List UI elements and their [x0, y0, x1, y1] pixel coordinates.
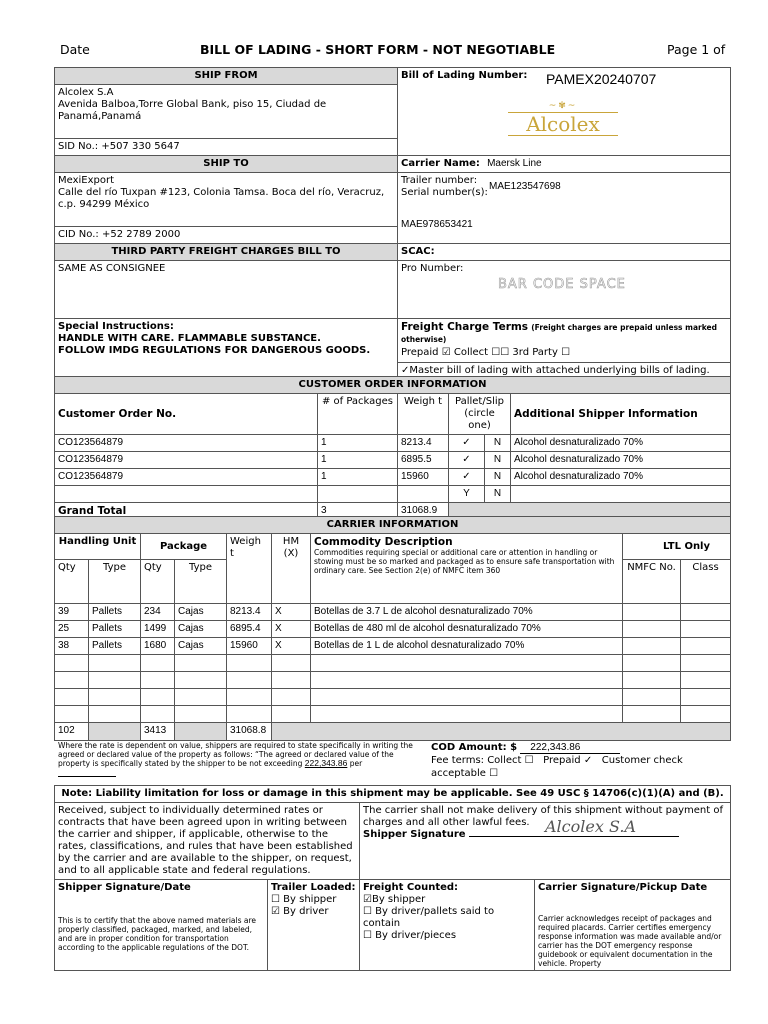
ci-hu-type-cell: Pallets: [89, 638, 141, 655]
table-row: [55, 638, 731, 655]
customer-order-table: [54, 376, 731, 521]
table-row: [55, 604, 731, 621]
ci-pkg-type-cell: Cajas: [175, 638, 227, 655]
ci-hu-qty-cell: 25: [55, 621, 89, 638]
grand-total-packages: 3: [318, 503, 398, 521]
col-hu-qty: Qty: [55, 560, 89, 604]
carrier-info-heading: CARRIER INFORMATION: [55, 517, 731, 534]
col-handling-unit: Handling Unit: [55, 534, 141, 560]
ship-from-heading: SHIP FROM: [55, 68, 398, 85]
col-commodity: Commodity Description Commodities requiring special or additional care or attention in handling or stowing must be so marked and packaged as to ensure safe transportation with ordinary care. See Section 2(e) of NMFC item 360: [311, 534, 623, 604]
table-row: [55, 469, 731, 486]
freight-terms-cell: Freight Charge Terms (Freight charges are prepaid unless marked otherwise) Prepaid ☑ Collect ☐☐ 3rd Party ☐: [398, 319, 731, 363]
ship-from-address: Alcolex S.A Avenida Balboa,Torre Global Bank, piso 15, Ciudad de Panamá,Panamá: [55, 85, 398, 139]
ci-pkg-type-cell: [175, 672, 227, 689]
co-weight-cell: [398, 486, 449, 503]
co-packages-cell: [318, 486, 398, 503]
co-order-cell: CO123564879: [55, 469, 318, 486]
co-pallet-n-cell: N: [485, 486, 511, 503]
ci-weight-cell: [227, 672, 272, 689]
co-order-cell: [55, 486, 318, 503]
ci-class-cell: [681, 689, 731, 706]
ship-from-sid: SID No.: +507 330 5647: [55, 139, 398, 156]
ci-pkg-type-cell: [175, 706, 227, 723]
ci-hm-cell: X: [272, 638, 311, 655]
ci-weight-cell: 8213.4: [227, 604, 272, 621]
ci-pkg-type-cell: Cajas: [175, 621, 227, 638]
master-bol-checkmark[interactable]: ✓: [401, 365, 410, 376]
ci-hu-qty-cell: 39: [55, 604, 89, 621]
ci-hu-qty-cell: [55, 655, 89, 672]
ci-class-cell: [681, 706, 731, 723]
ci-hu-type-cell: [89, 655, 141, 672]
serial-number: MAE978653421: [401, 219, 473, 230]
co-info-cell: Alcohol desnaturalizado 70%: [511, 435, 731, 452]
col-hm: HM (X): [272, 534, 311, 604]
shipper-sig-date-cell: Shipper Signature/Date This is to certify that the above named materials are properly classified, packaged, marked, and labeled, and are in proper condition for transportation according to the applicable regulations of the DOT.: [55, 880, 268, 971]
date-label: Date: [60, 42, 90, 57]
ci-pkg-qty-cell: 1499: [141, 621, 175, 638]
trailer-loaded-cell: Trailer Loaded: ☐ By shipper ☑ By driver: [268, 880, 360, 971]
ci-class-cell: [681, 672, 731, 689]
grand-total-weight: 31068.9: [398, 503, 449, 521]
col-ci-weight: Weigh t: [227, 534, 272, 604]
ci-pkg-type-cell: [175, 655, 227, 672]
master-bol-cell: ✓Master bill of lading with attached underlying bills of lading.: [398, 363, 731, 380]
col-packages: # of Packages: [318, 394, 398, 435]
table-row: [55, 706, 731, 723]
page-number: Page 1 of: [667, 42, 726, 57]
ci-desc-cell: [311, 655, 623, 672]
co-weight-cell: 6895.5: [398, 452, 449, 469]
ci-hm-cell: X: [272, 604, 311, 621]
co-info-cell: Alcohol desnaturalizado 70%: [511, 469, 731, 486]
ci-total-filler: [272, 723, 731, 741]
liability-note: Note: Liability limitation for loss or damage in this shipment may be applicable. See 49 USC § 14706(c)(1)(A) and (B).: [55, 786, 731, 803]
ship-to-cid: CID No.: +52 2789 2000: [55, 227, 398, 244]
prepaid-fee-checkbox[interactable]: ✓: [583, 755, 593, 766]
ci-desc-cell: Botellas de 480 ml de alcohol desnaturalizado 70%: [311, 621, 623, 638]
special-instructions: Special Instructions: HANDLE WITH CARE. FLAMMABLE SUBSTANCE. FOLLOW IMDG REGULATIONS FOR DANGEROUS GOODS.: [55, 319, 398, 380]
co-info-cell: Alcohol desnaturalizado 70%: [511, 452, 731, 469]
ci-desc-cell: Botellas de 1 L de alcohol desnaturalizado 70%: [311, 638, 623, 655]
carrier-name-value: Maersk Line: [487, 158, 542, 169]
co-pallet-n-cell: N: [485, 469, 511, 486]
ci-nmfc-cell: [623, 655, 681, 672]
ci-hm-cell: [272, 655, 311, 672]
freight-counted-cell: Freight Counted: ☑By shipper ☐ By driver/pallets said to contain ☐ By driver/pieces: [360, 880, 535, 971]
col-ltl-only: LTL Only: [623, 534, 731, 560]
prepaid-checkbox[interactable]: ☑: [441, 347, 451, 358]
table-row: [55, 655, 731, 672]
table-row: [55, 689, 731, 706]
ci-hu-qty-cell: [55, 689, 89, 706]
co-pallet-y-cell: ✓: [449, 469, 485, 486]
col-package: Package: [141, 534, 227, 560]
ci-total-pkg: 3413: [141, 723, 175, 741]
ci-hu-qty-cell: [55, 672, 89, 689]
ci-hu-qty-cell: [55, 706, 89, 723]
co-weight-cell: 15960: [398, 469, 449, 486]
col-pkg-type: Type: [175, 560, 227, 604]
ci-hu-qty-cell: 38: [55, 638, 89, 655]
co-order-cell: CO123564879: [55, 435, 318, 452]
col-weight: Weigh t: [398, 394, 449, 435]
col-order-no: Customer Order No.: [55, 394, 318, 435]
ship-to-address: MexiExport Calle del río Tuxpan #123, Colonia Tamsa. Boca del río, Veracruz, c.p. 94299 México: [55, 173, 398, 227]
ci-hu-type-cell: Pallets: [89, 604, 141, 621]
alcolex-logo: ~✾~ Alcolex: [498, 100, 628, 136]
ci-class-cell: [681, 621, 731, 638]
col-hu-type: Type: [89, 560, 141, 604]
barcode-space: BAR CODE SPACE: [498, 277, 626, 292]
ci-nmfc-cell: [623, 638, 681, 655]
fc-shipper-checkbox[interactable]: ☑: [363, 894, 372, 905]
ci-weight-cell: [227, 706, 272, 723]
acceptable-checkbox[interactable]: ☐: [489, 768, 499, 779]
third-party-checkbox[interactable]: ☐: [561, 347, 571, 358]
ci-weight-cell: [227, 689, 272, 706]
carrier-info-table: [54, 516, 731, 741]
col-nmfc: NMFC No.: [623, 560, 681, 604]
ci-nmfc-cell: [623, 706, 681, 723]
table-row: [55, 452, 731, 469]
ci-hu-type-cell: [89, 672, 141, 689]
co-pallet-y-cell: ✓: [449, 435, 485, 452]
carrier-delivery-note: The carrier shall not make delivery of this shipment without payment of charges and all other lawful fees. Shipper Signature Alcolex S.A: [360, 803, 731, 880]
ci-hu-type-cell: [89, 689, 141, 706]
co-pallet-y-cell: ✓: [449, 452, 485, 469]
carrier-sig-cell: Carrier Signature/Pickup Date Carrier acknowledges receipt of packages and required placards. Carrier certifies emergency response information was made available and/or carrier has the DOT emergency response guidebook or equivalent documentation in the vehicle. Property: [535, 880, 731, 971]
customer-order-heading: CUSTOMER ORDER INFORMATION: [55, 377, 731, 394]
ci-hm-cell: [272, 689, 311, 706]
carrier-name-cell: Carrier Name: Maersk Line: [398, 156, 731, 173]
ci-weight-cell: 15960: [227, 638, 272, 655]
pro-number-cell: Pro Number: BAR CODE SPACE: [398, 261, 731, 319]
co-pallet-n-cell: N: [485, 452, 511, 469]
fc-pallets-checkbox[interactable]: ☐: [363, 906, 372, 917]
ci-hu-type-cell: [89, 706, 141, 723]
collect-checkbox[interactable]: ☐☐: [491, 347, 510, 358]
bottom-section: [54, 785, 731, 971]
trailer-cell: Trailer number: Serial number(s): MAE123547698 MAE978653421: [398, 173, 731, 244]
col-additional-info: Additional Shipper Information: [511, 394, 731, 435]
third-party-value: SAME AS CONSIGNEE: [55, 261, 398, 319]
ci-desc-cell: Botellas de 3.7 L de alcohol desnaturalizado 70%: [311, 604, 623, 621]
ship-to-heading: SHIP TO: [55, 156, 398, 173]
ci-pkg-qty-cell: [141, 655, 175, 672]
ci-total-hu: 102: [55, 723, 89, 741]
ci-nmfc-cell: [623, 672, 681, 689]
co-weight-cell: 8213.4: [398, 435, 449, 452]
ci-pkg-qty-cell: 234: [141, 604, 175, 621]
received-text: Received, subject to individually determined rates or contracts that have been agreed upon in writing between the carrier and shipper, if applicable, otherwise to the rates, classifications, and rules that have been established by the carrier and are available to the shipper, on request, and to all applicable state and federal regulations.: [55, 803, 360, 880]
ci-nmfc-cell: [623, 604, 681, 621]
ci-pkg-type-cell: [175, 689, 227, 706]
ci-pkg-qty-cell: [141, 672, 175, 689]
table-row: [55, 672, 731, 689]
ci-nmfc-cell: [623, 621, 681, 638]
co-packages-cell: 1: [318, 435, 398, 452]
by-driver-checkbox[interactable]: ☑: [271, 906, 280, 917]
col-pallet-slip: Pallet/Slip (circle one): [449, 394, 511, 435]
trailer-number: MAE123547698: [489, 181, 561, 192]
ci-hm-cell: X: [272, 621, 311, 638]
co-info-cell: [511, 486, 731, 503]
ci-total-weight: 31068.8: [227, 723, 272, 741]
value-note: Where the rate is dependent on value, shippers are required to state specifically in writing the agreed or declared value of the property as follows: “The agreed or declared value of the property is specifically stated by the shipper to be not exceeding 222,343.86 per: [58, 741, 420, 777]
co-order-cell: CO123564879: [55, 452, 318, 469]
top-section: [54, 67, 731, 380]
ci-weight-cell: [227, 655, 272, 672]
ci-total-filler: [89, 723, 141, 741]
ci-desc-cell: [311, 672, 623, 689]
ci-pkg-qty-cell: 1680: [141, 638, 175, 655]
col-pkg-qty: Qty: [141, 560, 175, 604]
cod-amount: 222,343.86: [520, 742, 620, 754]
bol-number: PAMEX20240707: [546, 71, 657, 87]
col-class: Class: [681, 560, 731, 604]
co-packages-cell: 1: [318, 452, 398, 469]
bol-cell: [398, 68, 731, 156]
table-row: [55, 486, 731, 503]
by-shipper-checkbox[interactable]: ☐: [271, 894, 280, 905]
ci-class-cell: [681, 638, 731, 655]
grand-total-label: Grand Total: [55, 503, 318, 521]
ci-weight-cell: 6895.4: [227, 621, 272, 638]
ci-hu-type-cell: Pallets: [89, 621, 141, 638]
co-pallet-n-cell: N: [485, 435, 511, 452]
table-row: [55, 621, 731, 638]
shipper-signature[interactable]: Alcolex S.A: [545, 817, 636, 836]
ci-desc-cell: [311, 706, 623, 723]
ci-nmfc-cell: [623, 689, 681, 706]
ci-pkg-qty-cell: [141, 689, 175, 706]
ci-pkg-type-cell: Cajas: [175, 604, 227, 621]
scac-label: SCAC:: [398, 244, 731, 261]
ci-pkg-qty-cell: [141, 706, 175, 723]
page-title: BILL OF LADING - SHORT FORM - NOT NEGOTIABLE: [200, 42, 556, 57]
table-row: [55, 435, 731, 452]
co-pallet-y-cell: Y: [449, 486, 485, 503]
ci-hm-cell: [272, 706, 311, 723]
bol-label: Bill of Lading Number:: [401, 70, 528, 81]
collect-fee-checkbox[interactable]: ☐: [524, 755, 534, 766]
third-party-heading: THIRD PARTY FREIGHT CHARGES BILL TO: [55, 244, 398, 261]
ci-desc-cell: [311, 689, 623, 706]
co-packages-cell: 1: [318, 469, 398, 486]
cod-section: COD Amount: $ 222,343.86 Fee terms: Collect ☐ Prepaid ✓ Customer check acceptable ☐: [431, 742, 683, 779]
ci-class-cell: [681, 604, 731, 621]
fc-pieces-checkbox[interactable]: ☐: [363, 930, 372, 941]
ci-class-cell: [681, 655, 731, 672]
ci-hm-cell: [272, 672, 311, 689]
ci-total-filler: [175, 723, 227, 741]
